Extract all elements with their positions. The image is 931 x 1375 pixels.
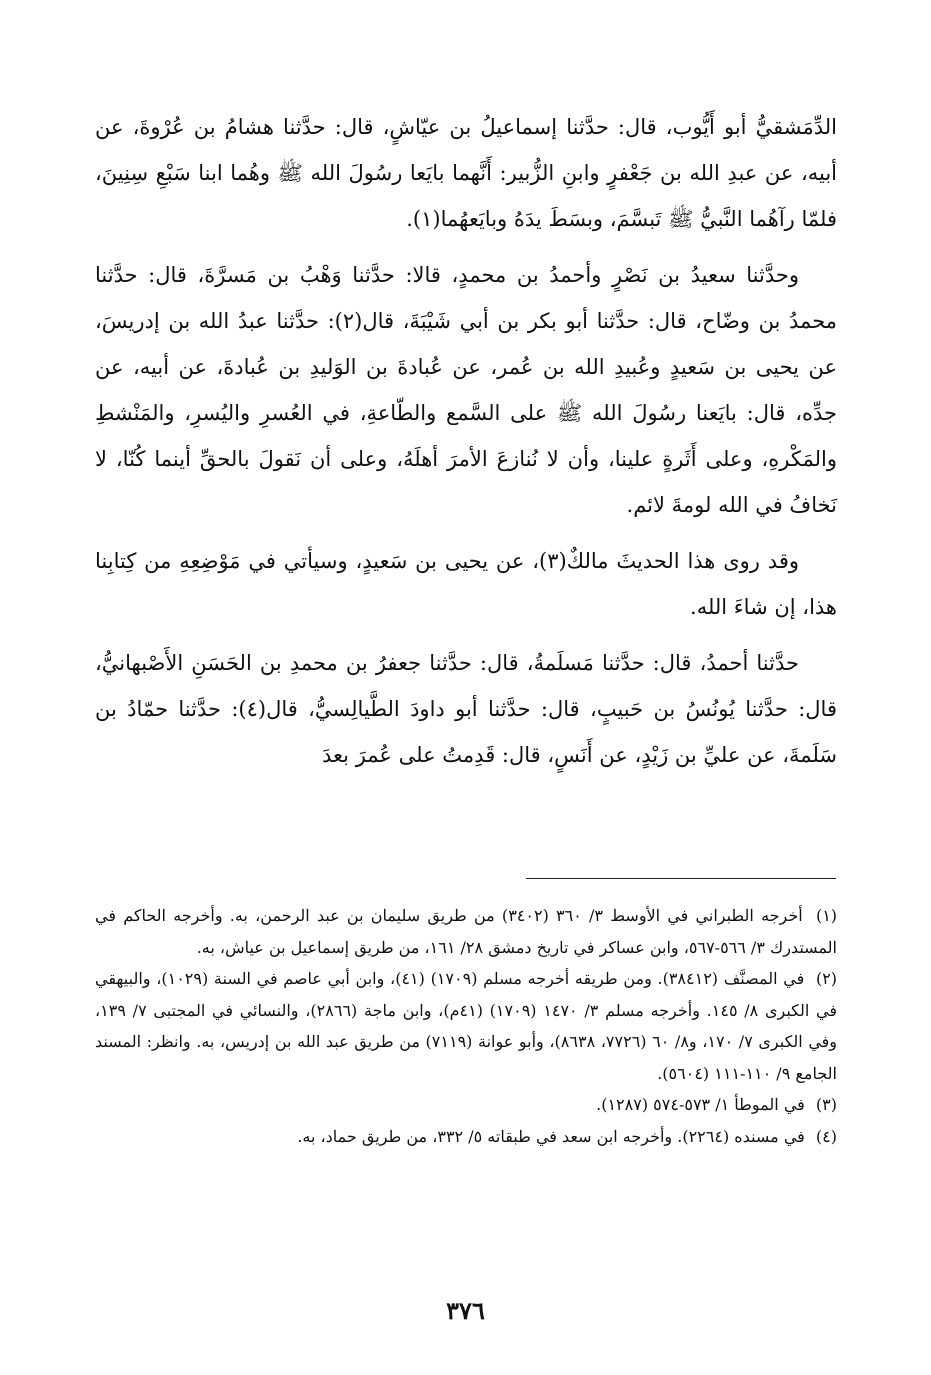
footnote-text: في المصنَّف (٣٨٤١٢). ومن طريقه أخرجه مسلم (١٧٠٩) (٤١)، وابن أبي عاصم في السنة (١٠٢٩)، والبيهقي في الكبرى ٨/ ١٤٥. وأخرجه مسلم ٣/ ١٤٧٠ (١٧٠٩) (٤١م)، وابن ماجة (٢٨٦٦)، والنسائي في المجتبى ٧/ ١٣٩، وفي الكبرى ٧/ ١٧٠، و٨/ ٦٠ (٧٧٢٦، ٨٦٣٨)، وأبو عوانة (٧١١٩) من طريق عبد الله بن إدريس، به. وانظر: المسند الجامع ٩/ ١١٠-١١١ (٥٦٠٤). [95,969,838,1083]
footnote-1 [95,900,837,963]
footnote-2 [95,963,837,1089]
paragraph-4: حدَّثنا أحمدُ، قال: حدَّثنا مَسلَمةُ، قال: حدَّثنا جعفرُ بن محمدِ بن الحَسَنِ الأَصْبهانيُّ، قال: حدَّثنا يُونُسُ بن حَبيبٍ، قال: حدَّثنا أبو داودَ الطَّيالِسيُّ، قال(٤): حدَّثنا حمّادُ بن سَلَمةَ، عن عليِّ بن زَيْدٍ، عن أَنَسٍ، قال: قَدِمتُ على عُمرَ بعدَ [95,651,837,767]
footnote-3 [95,1089,837,1121]
main-text [95,104,837,778]
footnote-number: (٣) [815,1095,837,1114]
footnote-text: في مسنده (٢٢٦٤). وأخرجه ابن سعد في طبقاته ٥/ ٣٣٢، من طريق حماد، به. [297,1126,805,1146]
paragraph-1: الدِّمَشقيُّ أبو أَيُّوب، قال: حدَّثنا إسماعيلُ بن عيّاشٍ، قال: حدَّثنا هشامُ بن عُرْوةَ، عن أبيه، عن عبدِ الله بن جَعْفرٍ وابنِ الزُّبير: أَنَّهما بايَعا رسُولَ الله ﷺ وهُما ابنا سَبْعِ سِنِينَ، فلمّا رآهُما النَّبيُّ ﷺ تَبسَّمَ، وبسَطَ يدَهُ وبايَعهُما(١). [95,115,837,231]
paragraph-3: وقد روى هذا الحديثَ مالكٌ(٣)، عن يحيى بن سَعيدٍ، وسيأتي في مَوْضِعِهِ من كِتابِنا هذا، إن شاءَ الله. [95,549,837,619]
footnotes [95,900,837,1152]
paragraph-2: وحدَّثنا سعيدُ بن نَصْرٍ وأحمدُ بن محمدٍ، قالا: حدَّثنا وَهْبُ بن مَسرَّةَ، قال: حدَّثنا محمدُ بن وضّاح، قال: حدَّثنا أبو بكر بن أبي شَيْبَةَ، قال(٢): حدَّثنا عبدُ الله بن إدريسَ، عن يحيى بن سَعيدٍ وعُبيدِ الله بن عُمر، عن عُبادةَ بن الوَليدِ بن عُبادةَ، عن أبيه، عن جدِّه، قال: بايَعنا رسُولَ الله ﷺ على السَّمع والطّاعةِ، في العُسرِ واليُسرِ، والمَنْشطِ والمَكْرهِ، وعلى أَثَرةٍ علينا، وأن لا نُنازعَ الأمرَ أهلَهُ، وعلى أن نَقولَ بالحقِّ أينما كُنّا، لا نَخافُ في الله لومةَ لائم. [95,263,837,517]
footnote-number: (٤) [815,1126,837,1146]
footnote-text: في الموطأ ١/ ٥٧٣-٥٧٤ (١٢٨٧). [596,1095,805,1114]
footnote-4 [95,1121,837,1153]
footnote-number: (٢) [815,969,838,988]
footnote-divider [526,878,836,879]
footnote-text: أخرجه الطبراني في الأوسط ٣/ ٣٦٠ (٣٤٠٢) من طريق سليمان بن عبد الرحمن، به. وأخرجه الحاكم في المستدرك ٣/ ٥٦٦-٥٦٧، وابن عساكر في تاريخ دمشق ٢٨/ ١٦١، من طريق إسماعيل بن عياش، به. [95,906,837,957]
page-number: ٣٧٦ [446,1296,485,1325]
footnote-number: (١) [815,906,838,925]
